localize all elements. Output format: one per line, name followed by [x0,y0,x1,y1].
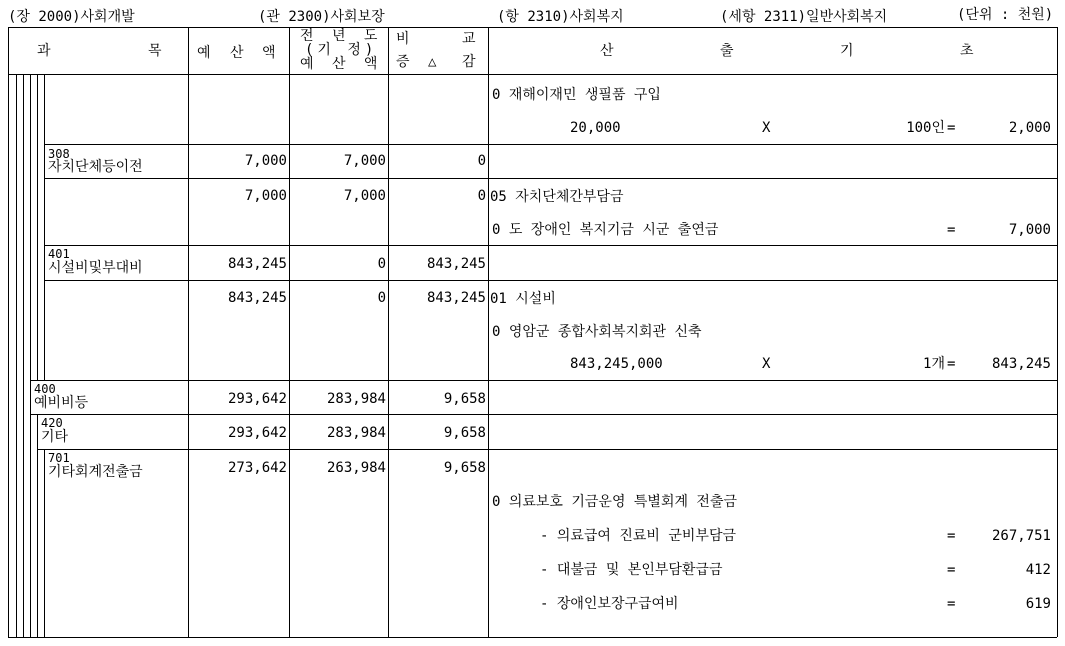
row308-code: 308 [48,147,70,161]
row401-code: 401 [48,247,70,261]
header-cmp-gyo: 교 [462,31,476,47]
detail-eq: = [947,120,956,136]
row308sub-total: 7,000 [1008,222,1051,238]
row400-prev: 283,984 [326,391,386,407]
row701-item2-total: 412 [1025,562,1051,578]
row401-prev: 0 [377,256,386,272]
row701-prev: 263,984 [326,460,386,476]
row400-name: 예비비등 [34,395,89,411]
header-mok: 목 [148,43,162,59]
row400-budget: 293,642 [227,391,287,407]
row401sub-total: 843,245 [991,356,1051,372]
sehang-label: (세항 2311)일반사회복지 [720,9,888,25]
header-basis-4: 초 [960,43,974,59]
detail-x: X [762,120,771,136]
row401sub-line2: 0 영암군 종합사회복지회관 신축 [492,324,702,340]
row401-budget: 843,245 [227,256,287,272]
row401-diff: 843,245 [426,256,486,272]
row308sub-line1: 05 자치단체간부담금 [490,189,624,205]
row400-diff: 9,658 [443,391,486,407]
row308sub-line2: 0 도 장애인 복지기금 시군 출연금 [492,222,719,238]
row701-diff: 9,658 [443,460,486,476]
row401-name: 시설비및부대비 [48,260,143,276]
row420-prev: 283,984 [326,425,386,441]
row701-item3-eq: = [947,596,956,612]
row701-item2-label: - 대불금 및 본인부담환급금 [540,562,723,578]
header-budget-2: 산 [230,45,244,61]
row701-item2-eq: = [947,562,956,578]
detail-total: 2,000 [1008,120,1051,136]
row420-name: 기타 [41,429,69,445]
detail-item: 0 재해이재민 생필품 구입 [492,87,661,103]
header-budget-3: 액 [262,45,276,61]
row701-budget: 273,642 [227,460,287,476]
row420-diff: 9,658 [443,425,486,441]
header-cmp-bi: 비 [396,31,410,47]
header-gwa: 과 [37,43,51,59]
row701-line1: 0 의료보호 기금운영 특별회계 전출금 [492,494,738,510]
header-basis-1: 산 [600,43,614,59]
row401sub-eq: = [947,356,956,372]
row308sub-budget: 7,000 [244,188,287,204]
header-cmp-jeung: 증 [396,54,410,70]
unit-label: (단위 : 천원) [957,7,1054,23]
row701-item1-eq: = [947,528,956,544]
header-cmp-gam: 감 [462,54,476,70]
row308sub-eq: = [947,222,956,238]
row401sub-qty: 1개 [923,356,945,372]
row400-code: 400 [34,382,56,396]
header-cmp-delta: △ [428,54,437,70]
row401sub-budget: 843,245 [227,290,287,306]
detail-amount: 20,000 [570,120,621,136]
detail-qty: 100인 [906,120,945,136]
jang-label: (장 2000)사회개발 [8,9,135,25]
header-prev-1: 전 년 도 [300,28,378,44]
row701-code: 701 [48,451,70,465]
row420-budget: 293,642 [227,425,287,441]
row308sub-prev: 7,000 [343,188,386,204]
gwan-label: (관 2300)사회보장 [258,9,385,25]
row308-name: 자치단체등이전 [48,159,143,175]
row308-diff: 0 [477,153,486,169]
row420-code: 420 [41,416,63,430]
row308sub-diff: 0 [477,188,486,204]
header-basis-3: 기 [840,43,854,59]
row401sub-prev: 0 [377,290,386,306]
row701-item1-label: - 의료급여 진료비 군비부담금 [540,528,737,544]
row401sub-amount-text: 843,245,000 [570,356,663,372]
row701-item1-total: 267,751 [991,528,1051,544]
header-prev-2: (기 정) [305,42,378,58]
row701-item3-label: - 장애인보장구급여비 [540,596,679,612]
row308-prev: 7,000 [343,153,386,169]
header-basis-2: 출 [720,43,734,59]
row308-budget: 7,000 [244,153,287,169]
header-budget-1: 예 [197,45,211,61]
row401sub-x: X [762,356,771,372]
header-prev-3: 예 산 액 [300,56,378,72]
hang-label: (항 2310)사회복지 [497,9,624,25]
row701-name: 기타회계전출금 [48,464,143,480]
row701-item3-total: 619 [1025,596,1051,612]
row401sub-diff: 843,245 [426,290,486,306]
row401sub-line1: 01 시설비 [490,291,556,307]
